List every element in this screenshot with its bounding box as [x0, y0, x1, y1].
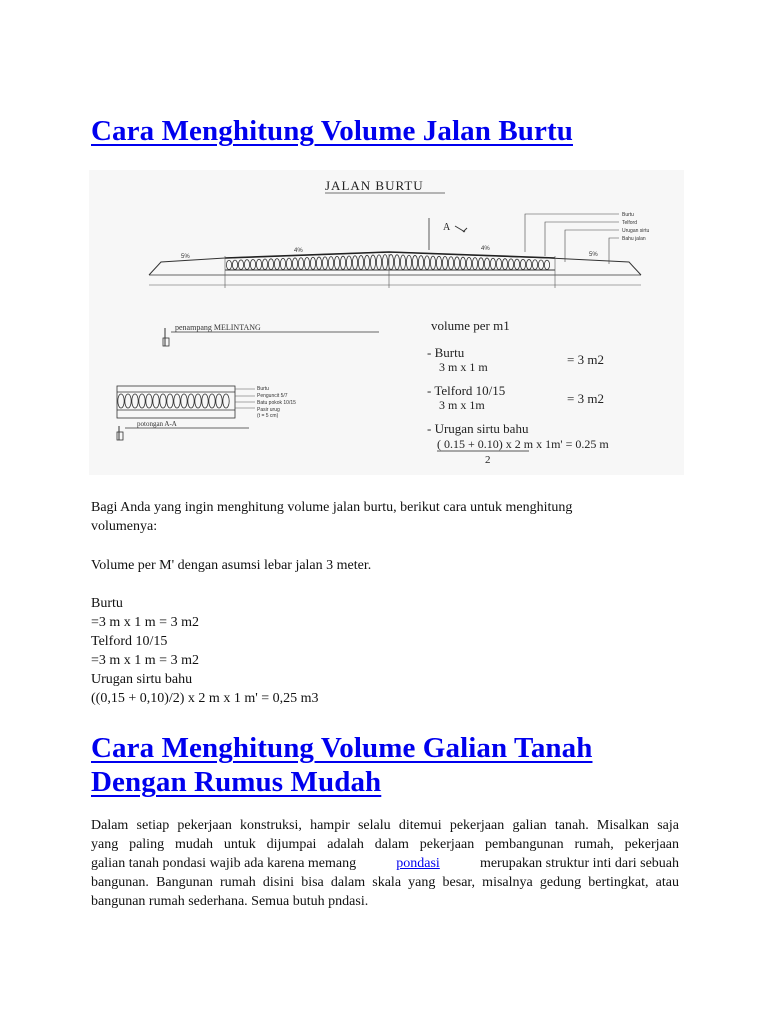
- jalan-burtu-diagram: [89, 170, 684, 475]
- pondasi-link[interactable]: pondasi: [396, 856, 440, 871]
- calc-telford-result: = 3 m2: [567, 391, 604, 406]
- detail-label-pasir-urug: Pasir urug: [257, 407, 280, 413]
- slope-label-2: 4%: [294, 248, 303, 254]
- para-line-3-before: galian tanah pondasi wajib ada karena memang: [91, 856, 357, 871]
- calc-line-burtu-value: =3 m x 1 m = 3 m2: [91, 615, 199, 630]
- detail-label-batu-pokok: Batu pokok 10/15: [257, 400, 296, 406]
- section-title-jalan-burtu[interactable]: Cara Menghitung Volume Jalan Burtu: [91, 115, 573, 147]
- diagram-heading: JALAN BURTU: [325, 178, 424, 193]
- layer-label-telford: Telford: [622, 220, 638, 226]
- calc-burtu-label: - Burtu: [427, 345, 465, 360]
- intro-paragraph: [91, 498, 572, 536]
- calc-urugan-label: - Urugan sirtu bahu: [427, 421, 529, 436]
- calc-urugan-divisor: 2: [485, 454, 491, 466]
- title2-line-2[interactable]: Dengan Rumus Mudah: [91, 766, 382, 798]
- calc-line-telford-value: =3 m x 1 m = 3 m2: [91, 653, 199, 668]
- calc-list: [91, 594, 319, 708]
- para-line-4: bangunan. Bangunan rumah disini bisa dalam skala yang besar, misalnya gedung bertingkat, atau: [91, 875, 679, 890]
- detail-label-burtu: Burtu: [257, 386, 269, 392]
- calc-line-urugan-value: ((0,15 + 0,10)/2) x 2 m x 1 m' = 0,25 m3: [91, 691, 319, 706]
- galian-paragraph: [91, 816, 679, 911]
- layer-label-burtu: Burtu: [622, 212, 634, 218]
- layer-label-urugan: Urugan sirtu: [622, 228, 650, 234]
- slope-label-4: 5%: [589, 252, 598, 258]
- calc-burtu-expr: 3 m x 1 m: [439, 360, 488, 374]
- calc-line-urugan: Urugan sirtu bahu: [91, 672, 193, 687]
- calc-telford-label: - Telford 10/15: [427, 383, 506, 398]
- slope-label-3: 4%: [481, 246, 490, 252]
- assumption-text: Volume per M' dengan asumsi lebar jalan 3 meter.: [91, 558, 372, 573]
- detail-label-thickness: (t = 5 cm): [257, 413, 279, 419]
- para-line-3-after: merupakan struktur inti dari sebuah: [479, 856, 679, 871]
- calc-line-telford: Telford 10/15: [91, 634, 168, 649]
- title2-line-1[interactable]: Cara Menghitung Volume Galian Tanah: [91, 732, 593, 764]
- para-line-3: [91, 854, 679, 873]
- cross-section-caption: penampang MELINTANG: [175, 323, 261, 332]
- layer-label-bahu: Bahu jalan: [622, 236, 646, 242]
- para-line-2: yang paling mudah untuk dijumpai adalah dalam pekerjaan pembangunan rumah, pekerjaan: [91, 837, 679, 852]
- calc-urugan-expr: ( 0.15 + 0.10) x 2 m x 1m' = 0.25 m: [437, 437, 609, 451]
- section-marker-a: A: [443, 222, 451, 233]
- intro-line-1: Bagi Anda yang ingin menghitung volume jalan burtu, berikut cara untuk menghitung: [91, 500, 573, 515]
- calc-line-burtu: Burtu: [91, 596, 123, 611]
- section-title-galian-tanah[interactable]: [91, 731, 691, 799]
- intro-line-2: volumenya:: [91, 519, 158, 534]
- para-line-1: Dalam setiap pekerjaan konstruksi, hampir selalu ditemui pekerjaan galian tanah. Misalkan saja: [91, 818, 679, 833]
- calc-burtu-result: = 3 m2: [567, 352, 604, 367]
- calc-telford-expr: 3 m x 1m: [439, 398, 485, 412]
- calc-title: volume per m1: [431, 318, 510, 333]
- detail-caption: potongan A-A: [137, 420, 177, 428]
- para-line-5: bangunan rumah sederhana. Semua butuh pndasi.: [91, 894, 369, 909]
- detail-label-penguncit: Penguncit 5/7: [257, 393, 288, 399]
- slope-label-1: 5%: [181, 254, 190, 260]
